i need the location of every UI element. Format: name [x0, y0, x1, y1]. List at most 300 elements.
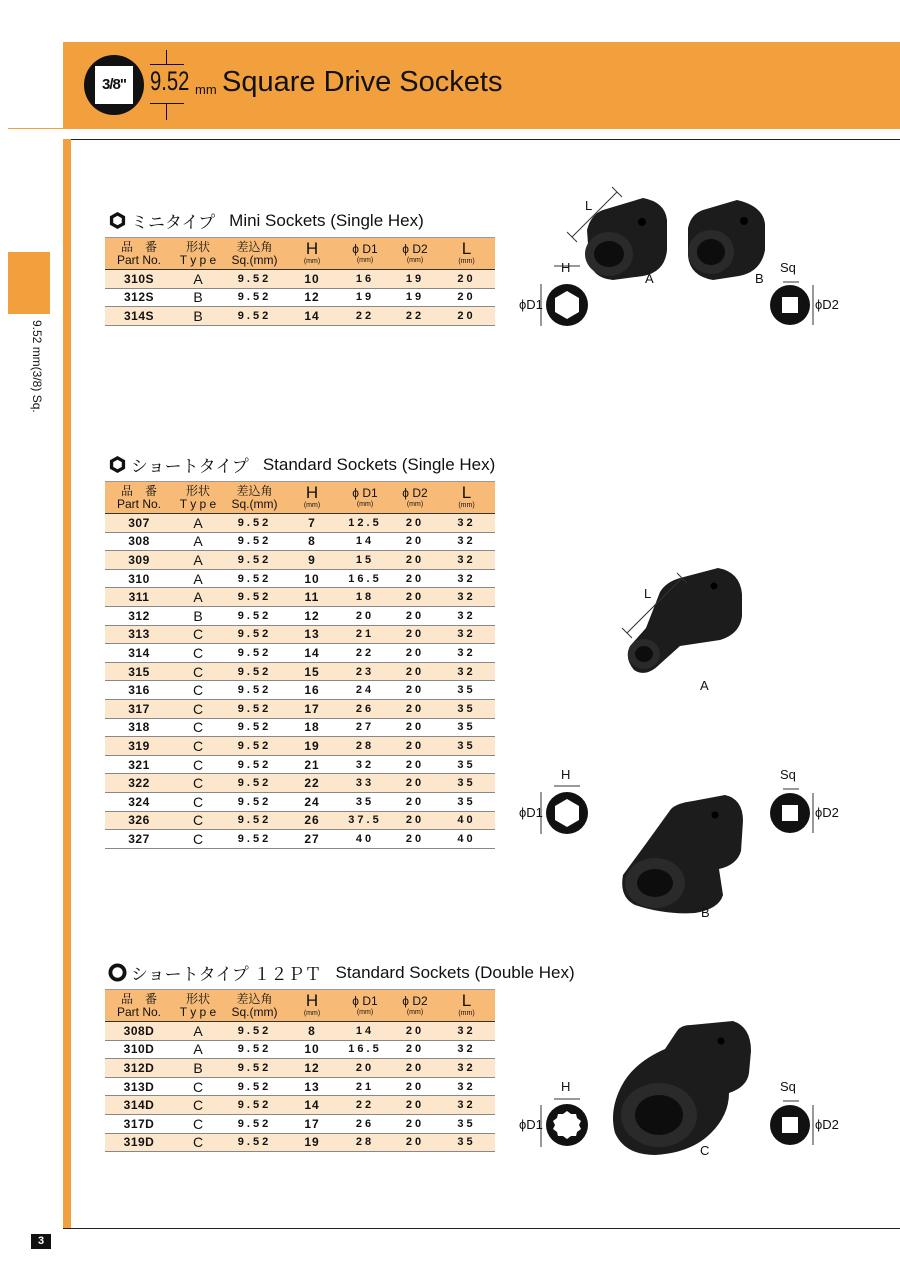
cell-sq: 9.52 [223, 755, 286, 774]
col-type: 形状 T y p e [173, 238, 223, 270]
cell-d2: 20 [392, 1114, 438, 1133]
cell-l: 35 [438, 699, 495, 718]
cell-pn: 317 [105, 699, 173, 718]
table-row [105, 718, 495, 737]
cell-sq: 9.52 [223, 514, 286, 533]
table-row [105, 644, 495, 663]
cell-d2: 20 [392, 588, 438, 607]
cell-sq: 9.52 [223, 644, 286, 663]
col-sq: 差込角 Sq.(mm) [223, 482, 286, 514]
cell-l: 32 [438, 1096, 495, 1115]
cell-d2: 20 [392, 644, 438, 663]
header-unit: mm [195, 82, 217, 97]
cell-sq: 9.52 [223, 1096, 286, 1115]
cell-h: 21 [286, 755, 338, 774]
col-l: L (mm) [438, 482, 495, 514]
cell-d1: 32 [338, 755, 392, 774]
table-header-row [105, 238, 495, 270]
cell-type: C [173, 1114, 223, 1133]
cell-sq: 9.52 [223, 774, 286, 793]
dim-label-d1: ϕD1 [519, 297, 543, 312]
table-header-row [105, 482, 495, 514]
cell-d2: 20 [392, 1077, 438, 1096]
table-row [105, 307, 495, 326]
cell-d2: 20 [392, 1040, 438, 1059]
twelve-point-outline-icon [108, 963, 127, 982]
cell-h: 17 [286, 699, 338, 718]
section-title-jp: ミニタイプ [131, 213, 216, 232]
cell-type: C [173, 699, 223, 718]
cell-sq: 9.52 [223, 699, 286, 718]
hex-outline-icon [108, 455, 127, 474]
cell-d2: 20 [392, 755, 438, 774]
dimension-arrow-top [166, 50, 167, 64]
cell-pn: 312S [105, 288, 173, 307]
cell-h: 19 [286, 737, 338, 756]
table-row [105, 1077, 495, 1096]
col-sq: 差込角 Sq.(mm) [223, 990, 286, 1022]
cell-d1: 20 [338, 606, 392, 625]
col-d2: ϕ D2 (mm) [392, 238, 438, 270]
cell-type: C [173, 737, 223, 756]
cell-type: B [173, 606, 223, 625]
cell-h: 13 [286, 1077, 338, 1096]
cell-d1: 14 [338, 1022, 392, 1041]
spec-table-standard [105, 481, 495, 849]
cell-l: 20 [438, 270, 495, 289]
table-row [105, 569, 495, 588]
table-row [105, 755, 495, 774]
cell-pn: 313 [105, 625, 173, 644]
cell-d2: 20 [392, 830, 438, 849]
cell-l: 32 [438, 644, 495, 663]
cell-type: A [173, 1040, 223, 1059]
cell-d2: 20 [392, 718, 438, 737]
cell-d1: 22 [338, 644, 392, 663]
socket-a-image [628, 568, 742, 673]
section-title-standard [108, 452, 495, 477]
cell-sq: 9.52 [223, 681, 286, 700]
cell-pn: 314S [105, 307, 173, 326]
cell-sq: 9.52 [223, 625, 286, 644]
cell-type: C [173, 1133, 223, 1152]
cell-pn: 313D [105, 1077, 173, 1096]
col-h: H (mm) [286, 238, 338, 270]
cell-type: B [173, 1059, 223, 1078]
table-row [105, 551, 495, 570]
cell-pn: 316 [105, 681, 173, 700]
cell-l: 20 [438, 307, 495, 326]
header-underline [8, 128, 900, 129]
cell-h: 17 [286, 1114, 338, 1133]
cell-d1: 23 [338, 662, 392, 681]
cell-h: 15 [286, 662, 338, 681]
cell-type: C [173, 644, 223, 663]
section-title-jp: ショートタイプ １２ＰＴ [131, 965, 322, 984]
label-type-b: B [755, 271, 764, 286]
page-title: Square Drive Sockets [222, 66, 503, 98]
cell-h: 14 [286, 307, 338, 326]
cell-l: 32 [438, 1022, 495, 1041]
hex-outline-icon [108, 211, 127, 230]
section-title-en: Standard Sockets (Double Hex) [335, 962, 575, 982]
col-type: 形状 T y p e [173, 482, 223, 514]
cell-h: 16 [286, 681, 338, 700]
cell-l: 40 [438, 830, 495, 849]
cell-d1: 28 [338, 1133, 392, 1152]
cell-pn: 314 [105, 644, 173, 663]
spec-table-double [105, 989, 495, 1152]
cell-sq: 9.52 [223, 1040, 286, 1059]
cell-d2: 20 [392, 792, 438, 811]
cell-type: C [173, 830, 223, 849]
dim-label-d1: ϕD1 [519, 805, 543, 820]
table-row [105, 1040, 495, 1059]
cell-d1: 26 [338, 699, 392, 718]
table-row [105, 588, 495, 607]
cell-d2: 19 [392, 270, 438, 289]
diagram-standard-a [600, 560, 780, 700]
cell-h: 7 [286, 514, 338, 533]
cell-pn: 318 [105, 718, 173, 737]
cell-type: C [173, 718, 223, 737]
cell-sq: 9.52 [223, 737, 286, 756]
dim-label-h: H [561, 1079, 571, 1094]
diagram-standard-b [515, 765, 855, 925]
cell-type: C [173, 625, 223, 644]
hex-end-view [519, 767, 588, 834]
dim-label-d2: ϕD2 [815, 805, 839, 820]
cell-l: 35 [438, 681, 495, 700]
cell-h: 12 [286, 1059, 338, 1078]
cell-sq: 9.52 [223, 1022, 286, 1041]
section-title-en: Standard Sockets (Single Hex) [262, 454, 496, 474]
square-end-view [770, 767, 839, 833]
col-d1: ϕ D1 (mm) [338, 482, 392, 514]
cell-d1: 21 [338, 1077, 392, 1096]
cell-pn: 309 [105, 551, 173, 570]
cell-l: 35 [438, 1114, 495, 1133]
cell-d1: 24 [338, 681, 392, 700]
cell-sq: 9.52 [223, 830, 286, 849]
header-size: 9.52 [150, 66, 190, 96]
cell-type: C [173, 811, 223, 830]
cell-l: 35 [438, 718, 495, 737]
cell-l: 32 [438, 1040, 495, 1059]
section-title-jp: ショートタイプ [131, 457, 249, 476]
cell-d2: 20 [392, 662, 438, 681]
cell-l: 32 [438, 1077, 495, 1096]
table-row [105, 1022, 495, 1041]
cell-l: 35 [438, 737, 495, 756]
cell-l: 35 [438, 755, 495, 774]
cell-sq: 9.52 [223, 662, 286, 681]
section-title-double [108, 960, 575, 985]
cell-d1: 16.5 [338, 1040, 392, 1059]
cell-type: A [173, 532, 223, 551]
table-row [105, 681, 495, 700]
cell-pn: 317D [105, 1114, 173, 1133]
cell-sq: 9.52 [223, 532, 286, 551]
cell-d2: 20 [392, 532, 438, 551]
dim-label-h: H [561, 767, 571, 782]
cell-d2: 20 [392, 625, 438, 644]
socket-b-image [622, 795, 743, 913]
socket-b-image [688, 200, 765, 280]
col-d2: ϕ D2 (mm) [392, 482, 438, 514]
cell-type: A [173, 1022, 223, 1041]
cell-h: 18 [286, 718, 338, 737]
cell-d1: 15 [338, 551, 392, 570]
table-row [105, 737, 495, 756]
col-type: 形状 T y p e [173, 990, 223, 1022]
cell-pn: 310D [105, 1040, 173, 1059]
cell-l: 35 [438, 1133, 495, 1152]
cell-type: C [173, 755, 223, 774]
cell-sq: 9.52 [223, 288, 286, 307]
col-d2: ϕ D2 (mm) [392, 990, 438, 1022]
diagram-double-c [515, 1015, 855, 1165]
cell-d1: 26 [338, 1114, 392, 1133]
cell-type: B [173, 307, 223, 326]
cell-d1: 18 [338, 588, 392, 607]
cell-h: 27 [286, 830, 338, 849]
cell-h: 12 [286, 606, 338, 625]
cell-h: 24 [286, 792, 338, 811]
cell-type: A [173, 270, 223, 289]
cell-pn: 312D [105, 1059, 173, 1078]
cell-d2: 22 [392, 307, 438, 326]
col-d1: ϕ D1 (mm) [338, 990, 392, 1022]
side-tab-label: 9.52 mm(3/8) Sq. [30, 320, 44, 413]
dim-label-d2: ϕD2 [815, 1117, 839, 1132]
cell-type: A [173, 588, 223, 607]
cell-sq: 9.52 [223, 1059, 286, 1078]
cell-d1: 12.5 [338, 514, 392, 533]
dim-label-d1: ϕD1 [519, 1117, 543, 1132]
cell-h: 14 [286, 1096, 338, 1115]
cell-d1: 20 [338, 1059, 392, 1078]
cell-sq: 9.52 [223, 551, 286, 570]
cell-d1: 16.5 [338, 569, 392, 588]
drive-fraction: 3/8" [102, 76, 126, 93]
cell-d2: 20 [392, 1059, 438, 1078]
cell-pn: 326 [105, 811, 173, 830]
table-row [105, 830, 495, 849]
cell-sq: 9.52 [223, 792, 286, 811]
table-body [105, 514, 495, 849]
cell-l: 32 [438, 662, 495, 681]
square-end-view [770, 260, 839, 325]
cell-sq: 9.52 [223, 588, 286, 607]
cell-type: A [173, 551, 223, 570]
table-body [105, 270, 495, 326]
dim-label-sq: Sq [780, 1079, 796, 1094]
table-body [105, 1022, 495, 1152]
dimension-arrow-bottom [166, 104, 167, 120]
cell-type: A [173, 569, 223, 588]
cell-d1: 16 [338, 270, 392, 289]
table-row [105, 1096, 495, 1115]
col-h: H (mm) [286, 482, 338, 514]
cell-l: 32 [438, 569, 495, 588]
cell-h: 8 [286, 1022, 338, 1041]
spec-table-mini [105, 237, 495, 326]
cell-h: 22 [286, 774, 338, 793]
cell-d2: 20 [392, 737, 438, 756]
table-row [105, 606, 495, 625]
table-row [105, 792, 495, 811]
socket-a-image [585, 198, 667, 280]
label-type-b: B [701, 905, 710, 920]
col-h: H (mm) [286, 990, 338, 1022]
cell-l: 32 [438, 514, 495, 533]
cell-pn: 324 [105, 792, 173, 811]
cell-d1: 35 [338, 792, 392, 811]
square-end-view [770, 1079, 839, 1145]
table-row [105, 699, 495, 718]
cell-sq: 9.52 [223, 307, 286, 326]
cell-h: 8 [286, 532, 338, 551]
cell-pn: 314D [105, 1096, 173, 1115]
cell-sq: 9.52 [223, 270, 286, 289]
table-row [105, 270, 495, 289]
table-row [105, 1133, 495, 1152]
cell-sq: 9.52 [223, 1077, 286, 1096]
cell-h: 11 [286, 588, 338, 607]
cell-type: C [173, 1077, 223, 1096]
cell-d2: 20 [392, 1022, 438, 1041]
col-l: L (mm) [438, 990, 495, 1022]
cell-d2: 19 [392, 288, 438, 307]
cell-l: 32 [438, 606, 495, 625]
col-sq: 差込角 Sq.(mm) [223, 238, 286, 270]
cell-h: 26 [286, 811, 338, 830]
cell-type: A [173, 514, 223, 533]
cell-d2: 20 [392, 699, 438, 718]
cell-type: C [173, 774, 223, 793]
cell-d2: 20 [392, 514, 438, 533]
cell-d2: 20 [392, 569, 438, 588]
cell-pn: 310S [105, 270, 173, 289]
cell-sq: 9.52 [223, 718, 286, 737]
table-row [105, 288, 495, 307]
left-accent-bar [63, 139, 71, 1229]
cell-d1: 22 [338, 307, 392, 326]
cell-pn: 311 [105, 588, 173, 607]
cell-pn: 310 [105, 569, 173, 588]
col-d1: ϕ D1 (mm) [338, 238, 392, 270]
cell-h: 10 [286, 569, 338, 588]
cell-h: 10 [286, 1040, 338, 1059]
cell-sq: 9.52 [223, 569, 286, 588]
cell-type: C [173, 1096, 223, 1115]
label-type-c: C [700, 1143, 710, 1158]
cell-h: 19 [286, 1133, 338, 1152]
dim-label-sq: Sq [780, 767, 796, 782]
section-title-mini [108, 208, 424, 233]
table-row [105, 1059, 495, 1078]
cell-pn: 319D [105, 1133, 173, 1152]
table-row [105, 532, 495, 551]
cell-type: C [173, 681, 223, 700]
dim-label-d2: ϕD2 [815, 297, 839, 312]
cell-h: 14 [286, 644, 338, 663]
cell-d1: 28 [338, 737, 392, 756]
label-type-a: A [645, 271, 654, 286]
table-row [105, 625, 495, 644]
cell-pn: 327 [105, 830, 173, 849]
label-type-a: A [700, 678, 709, 693]
table-header-row [105, 990, 495, 1022]
cell-l: 32 [438, 588, 495, 607]
cell-d2: 20 [392, 606, 438, 625]
cell-d1: 14 [338, 532, 392, 551]
cell-pn: 321 [105, 755, 173, 774]
dimension-line-bottom [150, 103, 184, 104]
cell-sq: 9.52 [223, 1133, 286, 1152]
socket-c-image [613, 1021, 751, 1155]
cell-type: B [173, 288, 223, 307]
header-rule [63, 139, 900, 140]
cell-d1: 40 [338, 830, 392, 849]
table-row [105, 811, 495, 830]
dim-label-l: L [585, 198, 593, 213]
cell-l: 40 [438, 811, 495, 830]
table-row [105, 1114, 495, 1133]
table-row [105, 774, 495, 793]
dim-label-l: L [644, 586, 652, 601]
cell-sq: 9.52 [223, 606, 286, 625]
cell-d2: 20 [392, 811, 438, 830]
col-part-no: 品 番 Part No. [105, 482, 173, 514]
table-row [105, 662, 495, 681]
cell-pn: 319 [105, 737, 173, 756]
cell-pn: 308D [105, 1022, 173, 1041]
cell-h: 12 [286, 288, 338, 307]
cell-l: 32 [438, 1059, 495, 1078]
section-title-en: Mini Sockets (Single Hex) [229, 210, 424, 230]
cell-pn: 308 [105, 532, 173, 551]
cell-d2: 20 [392, 1133, 438, 1152]
cell-l: 35 [438, 774, 495, 793]
cell-pn: 307 [105, 514, 173, 533]
footer-rule [63, 1228, 900, 1229]
cell-type: C [173, 792, 223, 811]
twelve-point-end-view [519, 1079, 588, 1147]
cell-l: 32 [438, 625, 495, 644]
cell-d1: 33 [338, 774, 392, 793]
dim-label-sq: Sq [780, 260, 796, 275]
cell-d1: 37.5 [338, 811, 392, 830]
cell-h: 13 [286, 625, 338, 644]
drive-size-badge [84, 55, 144, 115]
cell-d2: 20 [392, 774, 438, 793]
col-l: L (mm) [438, 238, 495, 270]
cell-h: 10 [286, 270, 338, 289]
side-tab [8, 252, 50, 314]
dim-label-h: H [561, 260, 571, 275]
cell-d2: 20 [392, 551, 438, 570]
cell-l: 35 [438, 792, 495, 811]
cell-pn: 312 [105, 606, 173, 625]
diagram-mini [515, 180, 855, 330]
cell-sq: 9.52 [223, 1114, 286, 1133]
cell-sq: 9.52 [223, 811, 286, 830]
cell-h: 9 [286, 551, 338, 570]
cell-d2: 20 [392, 681, 438, 700]
col-part-no: 品 番 Part No. [105, 990, 173, 1022]
